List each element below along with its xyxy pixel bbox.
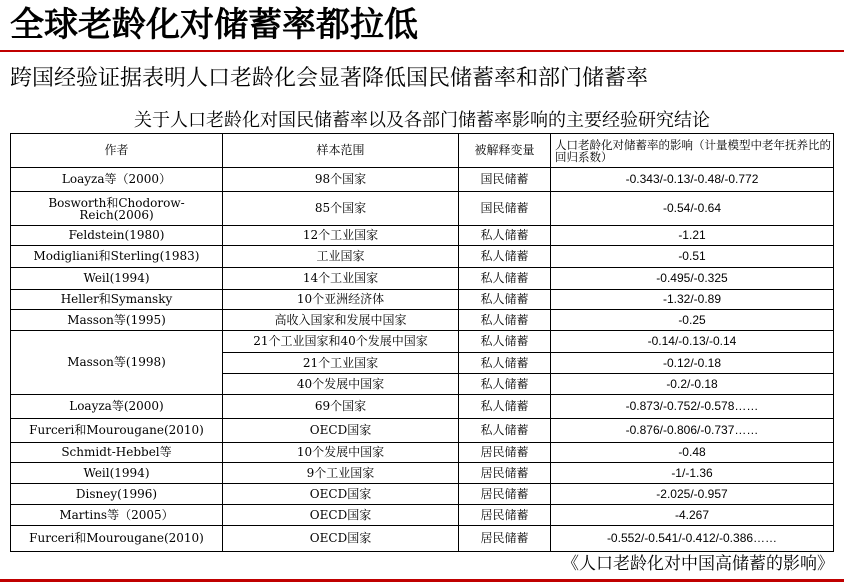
table-row (11, 505, 834, 526)
cell-author: Schmidt-Hebbel等 (11, 443, 223, 463)
cell-sample: 工业国家 (223, 246, 459, 268)
cell-author: Loayza等（2000） (11, 168, 223, 192)
cell-sample: 21个工业国家 (223, 353, 459, 374)
cell-variable: 私人储蓄 (459, 290, 551, 310)
cell-variable: 居民储蓄 (459, 526, 551, 552)
cell-variable: 私人储蓄 (459, 374, 551, 395)
cell-effect: -2.025/-0.957 (551, 484, 834, 505)
cell-sample: 40个发展中国家 (223, 374, 459, 395)
cell-effect: -0.14/-0.13/-0.14 (551, 331, 834, 353)
cell-sample: 14个工业国家 (223, 268, 459, 290)
source-citation: 《人口老龄化对中国高储蓄的影响》 (562, 554, 834, 574)
table-row (11, 463, 834, 484)
cell-effect: -0.54/-0.64 (551, 192, 834, 226)
table-row (11, 246, 834, 268)
cell-author: Bosworth和Chodorow-Reich(2006) (11, 192, 223, 226)
cell-variable: 私人储蓄 (459, 419, 551, 443)
table-header-row (11, 134, 834, 168)
cell-variable: 私人储蓄 (459, 246, 551, 268)
cell-author: Masson等(1998) (11, 331, 223, 395)
table-row (11, 331, 834, 353)
table-row (11, 268, 834, 290)
cell-sample: 69个国家 (223, 395, 459, 419)
table-caption: 关于人口老龄化对国民储蓄率以及各部门储蓄率影响的主要经验研究结论 (134, 110, 710, 131)
header-author: 作者 (11, 134, 223, 168)
cell-author: Disney(1996) (11, 484, 223, 505)
table-row (11, 192, 834, 226)
cell-effect: -0.12/-0.18 (551, 353, 834, 374)
table-row (11, 168, 834, 192)
cell-author: Masson等(1995) (11, 310, 223, 331)
cell-effect: -1.32/-0.89 (551, 290, 834, 310)
cell-author: Weil(1994) (11, 268, 223, 290)
cell-sample: 高收入国家和发展中国家 (223, 310, 459, 331)
cell-author: Modigliani和Sterling(1983) (11, 246, 223, 268)
evidence-table (10, 133, 834, 552)
cell-variable: 私人储蓄 (459, 310, 551, 331)
header-sample: 样本范围 (223, 134, 459, 168)
cell-variable: 私人储蓄 (459, 395, 551, 419)
cell-effect: -0.51 (551, 246, 834, 268)
cell-variable: 私人储蓄 (459, 353, 551, 374)
cell-variable: 居民储蓄 (459, 463, 551, 484)
header-variable: 被解释变量 (459, 134, 551, 168)
footer-divider (0, 579, 844, 582)
cell-effect: -0.495/-0.325 (551, 268, 834, 290)
cell-effect: -0.48 (551, 443, 834, 463)
cell-variable: 居民储蓄 (459, 505, 551, 526)
cell-author: Feldstein(1980) (11, 226, 223, 246)
header-effect: 人口老龄化对储蓄率的影响（计量模型中老年抚养比的回归系数） (551, 134, 834, 168)
cell-author: Furceri和Mourougane(2010) (11, 419, 223, 443)
table-row (11, 443, 834, 463)
table-row (11, 526, 834, 552)
cell-effect: -0.876/-0.806/-0.737…… (551, 419, 834, 443)
cell-effect: -0.2/-0.18 (551, 374, 834, 395)
cell-sample: 21个工业国家和40个发展中国家 (223, 331, 459, 353)
cell-author: Loayza等(2000) (11, 395, 223, 419)
cell-sample: 98个国家 (223, 168, 459, 192)
cell-effect: -1/-1.36 (551, 463, 834, 484)
table-row (11, 484, 834, 505)
page-title: 全球老龄化对储蓄率都拉低 (10, 5, 418, 45)
cell-sample: 10个亚洲经济体 (223, 290, 459, 310)
cell-variable: 国民储蓄 (459, 168, 551, 192)
cell-sample: 10个发展中国家 (223, 443, 459, 463)
cell-effect: -4.267 (551, 505, 834, 526)
cell-variable: 私人储蓄 (459, 331, 551, 353)
cell-sample: OECD国家 (223, 505, 459, 526)
cell-effect: -0.343/-0.13/-0.48/-0.772 (551, 168, 834, 192)
cell-sample: 85个国家 (223, 192, 459, 226)
table-row (11, 226, 834, 246)
table-row (11, 395, 834, 419)
cell-effect: -1.21 (551, 226, 834, 246)
cell-author: Furceri和Mourougane(2010) (11, 526, 223, 552)
cell-author: Martins等（2005） (11, 505, 223, 526)
cell-sample: OECD国家 (223, 419, 459, 443)
cell-sample: 12个工业国家 (223, 226, 459, 246)
cell-variable: 居民储蓄 (459, 443, 551, 463)
cell-variable: 私人储蓄 (459, 268, 551, 290)
cell-effect: -0.873/-0.752/-0.578…… (551, 395, 834, 419)
table-row (11, 419, 834, 443)
cell-sample: 9个工业国家 (223, 463, 459, 484)
cell-author: Heller和Symansky (11, 290, 223, 310)
cell-effect: -0.552/-0.541/-0.412/-0.386…… (551, 526, 834, 552)
table-row (11, 290, 834, 310)
cell-variable: 居民储蓄 (459, 484, 551, 505)
cell-sample: OECD国家 (223, 484, 459, 505)
title-divider (0, 50, 844, 52)
cell-variable: 私人储蓄 (459, 226, 551, 246)
table-row (11, 310, 834, 331)
cell-author: Weil(1994) (11, 463, 223, 484)
cell-effect: -0.25 (551, 310, 834, 331)
cell-sample: OECD国家 (223, 526, 459, 552)
page-subtitle: 跨国经验证据表明人口老龄化会显著降低国民储蓄率和部门储蓄率 (10, 66, 649, 91)
cell-variable: 国民储蓄 (459, 192, 551, 226)
